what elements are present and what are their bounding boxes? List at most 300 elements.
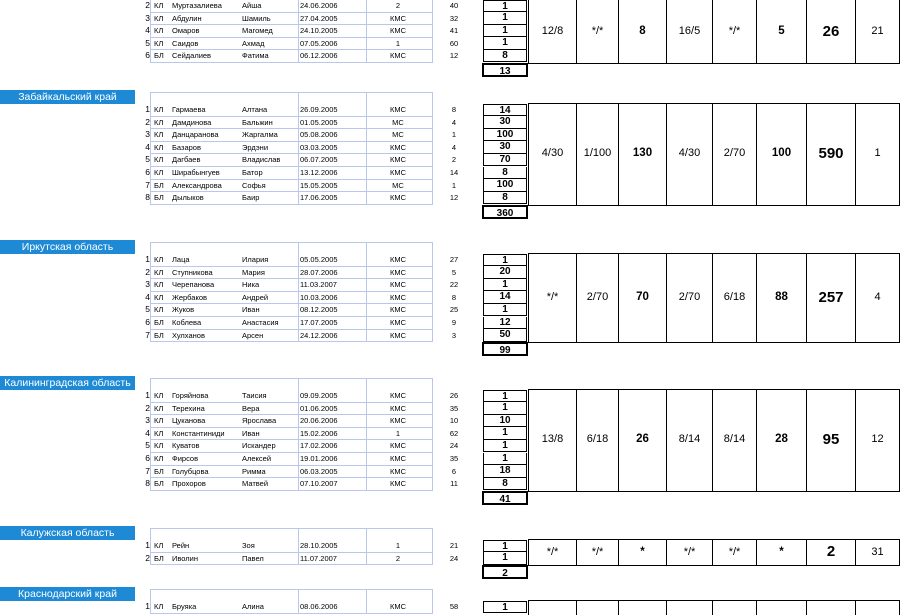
row-score: 12	[483, 317, 527, 330]
birth-date: 27.04.2005	[300, 13, 338, 23]
summary-cell: 4/30	[528, 103, 576, 205]
sport-rank: КМС	[389, 13, 407, 23]
row-divider	[150, 564, 433, 565]
surname: Рейн	[172, 541, 190, 550]
place: 11	[450, 479, 458, 489]
row-number: 3	[145, 415, 150, 426]
place: 21	[449, 541, 459, 550]
first-name: Эрдэни	[242, 142, 269, 152]
first-name: Вера	[242, 403, 260, 413]
surname: Сейдалиев	[172, 51, 212, 61]
summary-cell: 5	[756, 0, 806, 63]
place: 27	[449, 255, 459, 264]
column-guide	[298, 242, 299, 342]
row-number: 1	[145, 104, 150, 114]
row-number: 1	[145, 390, 150, 400]
birth-date: 28.07.2006	[300, 267, 338, 277]
surname: Терехина	[172, 403, 205, 413]
category: КЛ	[154, 280, 164, 290]
summary-cell: 12/8	[528, 0, 576, 63]
row-divider	[150, 62, 433, 63]
surname: Лаца	[172, 255, 190, 264]
row-score: 1	[483, 440, 527, 453]
row-score: 8	[483, 167, 527, 180]
column-guide	[150, 242, 151, 342]
summary-cell: 2/70	[666, 253, 712, 342]
section-total: 41	[482, 491, 528, 505]
place: 14	[449, 168, 459, 177]
first-name: Анастасия	[242, 318, 279, 327]
row-divider	[150, 490, 433, 491]
birth-date: 01.05.2005	[300, 117, 338, 127]
first-name: Баир	[242, 193, 260, 203]
summary-cell: 95	[806, 389, 855, 491]
surname: Саидов	[172, 38, 199, 48]
row-score: 100	[483, 129, 527, 142]
summary-cell: 31	[855, 539, 900, 565]
summary-bottom-border	[528, 63, 900, 64]
first-name: Иван	[242, 428, 260, 438]
birth-date: 15.02.2006	[300, 428, 338, 438]
summary-cell: 4	[855, 253, 900, 342]
sport-rank: 1	[395, 428, 401, 438]
summary-cell: */*	[666, 539, 712, 565]
birth-date: 09.09.2005	[300, 391, 338, 400]
category: КЛ	[154, 292, 164, 302]
place: 24	[449, 441, 459, 451]
sport-rank: КМС	[389, 466, 407, 476]
row-score: 1	[483, 254, 527, 267]
place: 22	[449, 280, 459, 290]
row-score: 20	[483, 266, 527, 279]
row-score: 1	[483, 37, 527, 50]
sport-rank: МС	[392, 180, 404, 190]
row-score: 10	[483, 415, 527, 428]
surname: Куватов	[172, 441, 200, 451]
category: БЛ	[154, 180, 164, 190]
sport-rank: КМС	[389, 255, 407, 264]
column-guide	[366, 378, 367, 491]
surname: Горяйнова	[172, 391, 209, 400]
sport-rank: КМС	[389, 105, 407, 114]
place: 1	[451, 180, 457, 190]
sport-rank: КМС	[389, 168, 407, 177]
summary-cell: 100	[756, 103, 806, 205]
row-score: 14	[483, 104, 527, 117]
column-guide	[366, 528, 367, 565]
sport-rank: 1	[395, 541, 401, 550]
category: БЛ	[154, 330, 164, 340]
column-guide	[150, 378, 151, 491]
row-number: 4	[145, 25, 150, 36]
row-number: 1	[145, 254, 150, 264]
first-name: Римма	[242, 466, 266, 476]
sport-rank: 1	[395, 38, 401, 48]
place: 26	[449, 391, 459, 400]
sport-rank: КМС	[389, 292, 407, 302]
surname: Иволин	[172, 553, 199, 563]
summary-cell: 88	[756, 253, 806, 342]
row-score: 70	[483, 154, 527, 167]
row-number: 5	[145, 154, 150, 165]
summary-cell: 8/14	[712, 389, 756, 491]
place: 40	[449, 1, 459, 10]
section-header-line	[150, 378, 433, 379]
place: 3	[451, 330, 457, 340]
surname: Хулханов	[172, 330, 205, 340]
birth-date: 28.10.2005	[300, 541, 338, 550]
row-score: 14	[483, 291, 527, 304]
birth-date: 06.12.2006	[300, 51, 338, 61]
summary-cell	[618, 600, 666, 615]
summary-cell: 8/14	[666, 389, 712, 491]
row-number: 7	[145, 329, 150, 340]
summary-cell	[806, 600, 855, 615]
row-score: 30	[483, 141, 527, 154]
summary-cell: 2	[806, 539, 855, 565]
first-name: Андрей	[242, 292, 269, 302]
column-guide	[298, 92, 299, 205]
row-number: 6	[145, 50, 150, 61]
birth-date: 11.07.2007	[300, 553, 337, 563]
birth-date: 24.06.2006	[300, 1, 338, 10]
row-number: 1	[145, 601, 150, 611]
summary-cell: */*	[712, 0, 756, 63]
summary-cell: 13/8	[528, 389, 576, 491]
place: 1	[451, 130, 457, 140]
category: БЛ	[154, 466, 164, 476]
sport-rank: КМС	[389, 267, 407, 277]
first-name: Жаргалма	[242, 130, 278, 140]
row-number: 5	[145, 37, 150, 48]
column-guide	[150, 528, 151, 565]
surname: Жуков	[172, 305, 195, 315]
category: КЛ	[154, 255, 164, 264]
place: 60	[449, 38, 459, 48]
column-guide	[366, 0, 367, 63]
sport-rank: КМС	[389, 454, 407, 463]
category: КЛ	[154, 38, 164, 48]
sport-rank: МС	[392, 130, 404, 140]
column-guide	[432, 92, 433, 205]
row-score: 8	[483, 50, 527, 63]
category: БЛ	[154, 553, 164, 563]
place: 24	[449, 553, 459, 563]
category: КЛ	[154, 441, 164, 451]
column-guide	[150, 0, 151, 63]
row-score: 100	[483, 179, 527, 192]
place: 8	[451, 292, 457, 302]
surname: Ширабынгуев	[172, 168, 220, 177]
region-name: Калужская область	[0, 526, 135, 540]
first-name: Арсен	[242, 330, 264, 340]
birth-date: 08.12.2005	[300, 305, 338, 315]
surname: Базаров	[172, 142, 201, 152]
summary-cell	[666, 600, 712, 615]
category: БЛ	[154, 479, 164, 489]
surname: Муртазалиева	[172, 1, 222, 10]
first-name: Алтана	[242, 105, 268, 114]
place: 62	[449, 428, 459, 438]
column-guide	[298, 528, 299, 565]
row-number: 3	[145, 279, 150, 290]
birth-date: 03.03.2005	[300, 142, 338, 152]
category: КЛ	[154, 26, 164, 36]
place: 5	[451, 267, 457, 277]
column-guide	[432, 242, 433, 342]
row-number: 1	[145, 540, 150, 550]
birth-date: 26.09.2005	[300, 105, 338, 114]
row-score: 1	[483, 601, 527, 614]
surname: Константиниди	[172, 428, 225, 438]
sport-rank: КМС	[389, 318, 407, 327]
category: КЛ	[154, 391, 164, 400]
region-name: Краснодарский край	[0, 587, 135, 601]
surname: Гармаева	[172, 105, 206, 114]
birth-date: 10.03.2006	[300, 292, 338, 302]
surname: Дагбаев	[172, 155, 201, 165]
first-name: Илария	[242, 255, 269, 264]
summary-cell: *	[756, 539, 806, 565]
first-name: Алексей	[242, 454, 272, 463]
summary-cell: 4/30	[666, 103, 712, 205]
column-guide	[150, 589, 151, 614]
sport-rank: КМС	[389, 416, 407, 426]
place: 2	[451, 155, 457, 165]
sport-rank: КМС	[389, 26, 407, 36]
surname: Черепанова	[172, 280, 215, 290]
sport-rank: КМС	[389, 51, 407, 61]
summary-cell	[576, 600, 618, 615]
row-score: 1	[483, 453, 527, 466]
category: КЛ	[154, 267, 164, 277]
birth-date: 06.07.2005	[300, 155, 338, 165]
sport-rank: 2	[395, 1, 401, 10]
summary-cell: 257	[806, 253, 855, 342]
row-number: 5	[145, 440, 150, 451]
place: 9	[451, 318, 457, 327]
sport-rank: КМС	[389, 305, 407, 315]
place: 10	[449, 416, 459, 426]
sport-rank: КМС	[389, 193, 407, 203]
row-number: 2	[145, 402, 150, 413]
sport-rank: КМС	[389, 602, 407, 611]
birth-date: 01.06.2005	[300, 403, 338, 413]
birth-date: 19.01.2006	[300, 454, 338, 463]
summary-cell: 6/18	[712, 253, 756, 342]
row-score: 1	[483, 390, 527, 403]
column-guide	[298, 589, 299, 614]
row-divider	[150, 341, 433, 342]
category: КЛ	[154, 602, 164, 611]
first-name: Магомед	[242, 26, 273, 36]
surname: Данцаранова	[172, 130, 219, 140]
birth-date: 11.03.2007	[300, 280, 337, 290]
surname: Абдулин	[172, 13, 202, 23]
category: БЛ	[154, 193, 164, 203]
section-total: 2	[482, 565, 528, 579]
summary-cell: 12	[855, 389, 900, 491]
first-name: Иван	[242, 305, 260, 315]
summary-cell: */*	[528, 253, 576, 342]
sport-rank: КМС	[389, 280, 407, 290]
surname: Жербаков	[172, 292, 207, 302]
summary-bottom-border	[528, 342, 900, 343]
surname: Дылыков	[172, 193, 204, 203]
section-header-line	[150, 589, 433, 590]
category: КЛ	[154, 130, 164, 140]
section-header-line	[150, 242, 433, 243]
place: 4	[451, 142, 457, 152]
place: 58	[449, 602, 459, 611]
first-name: Матвей	[242, 479, 269, 489]
column-guide	[150, 92, 151, 205]
row-number: 7	[145, 179, 150, 190]
place: 8	[451, 105, 457, 114]
row-score: 1	[483, 304, 527, 317]
birth-date: 05.08.2006	[300, 130, 338, 140]
place: 35	[449, 454, 459, 463]
category: КЛ	[154, 142, 164, 152]
row-number: 4	[145, 141, 150, 152]
category: КЛ	[154, 454, 164, 463]
row-number: 2	[145, 266, 150, 277]
summary-cell: 1	[855, 103, 900, 205]
row-score: 1	[483, 25, 527, 38]
summary-cell	[855, 600, 900, 615]
first-name: Батор	[242, 168, 263, 177]
surname: Фирсов	[172, 454, 199, 463]
category: КЛ	[154, 168, 164, 177]
summary-bottom-border	[528, 491, 900, 492]
category: КЛ	[154, 105, 164, 114]
first-name: Ахмад	[242, 38, 265, 48]
category: КЛ	[154, 155, 164, 165]
summary-cell	[528, 600, 576, 615]
summary-cell: 1/100	[576, 103, 618, 205]
column-guide	[298, 0, 299, 63]
birth-date: 15.05.2005	[300, 180, 338, 190]
surname: Коблева	[172, 318, 202, 327]
section-total: 99	[482, 342, 528, 356]
column-guide	[298, 378, 299, 491]
surname: Голубцова	[172, 466, 209, 476]
region-name: Забайкальский край	[0, 90, 135, 104]
row-score: 1	[483, 540, 527, 553]
birth-date: 17.02.2006	[300, 441, 338, 451]
birth-date: 05.05.2005	[300, 255, 338, 264]
category: КЛ	[154, 305, 164, 315]
place: 6	[451, 466, 457, 476]
summary-cell: */*	[576, 539, 618, 565]
summary-cell: 26	[618, 389, 666, 491]
row-number: 4	[145, 291, 150, 302]
first-name: Бальжин	[242, 117, 273, 127]
place: 12	[449, 51, 459, 61]
sport-rank: КМС	[389, 441, 407, 451]
row-number: 7	[145, 465, 150, 476]
birth-date: 17.07.2005	[300, 318, 338, 327]
row-number: 2	[145, 0, 150, 10]
row-score: 1	[483, 402, 527, 415]
summary-cell: 2/70	[712, 103, 756, 205]
place: 4	[451, 117, 457, 127]
summary-bottom-border	[528, 205, 900, 206]
row-number: 6	[145, 317, 150, 327]
summary-cell: 21	[855, 0, 900, 63]
summary-cell: */*	[528, 539, 576, 565]
birth-date: 24.10.2005	[300, 26, 338, 36]
row-number: 8	[145, 192, 150, 203]
column-guide	[432, 589, 433, 614]
sport-rank: МС	[392, 117, 404, 127]
birth-date: 17.06.2005	[300, 193, 338, 203]
column-guide	[432, 528, 433, 565]
section-total: 360	[482, 205, 528, 219]
first-name: Фатима	[242, 51, 269, 61]
row-number: 6	[145, 167, 150, 177]
row-score: 1	[483, 279, 527, 292]
sport-rank: КМС	[389, 391, 407, 400]
column-guide	[432, 0, 433, 63]
column-guide	[366, 92, 367, 205]
surname: Ступникова	[172, 267, 213, 277]
sport-rank: КМС	[389, 142, 407, 152]
birth-date: 20.06.2006	[300, 416, 338, 426]
summary-cell: 590	[806, 103, 855, 205]
category: КЛ	[154, 13, 164, 23]
surname: Александрова	[172, 180, 222, 190]
row-number: 8	[145, 478, 150, 489]
column-guide	[366, 589, 367, 614]
row-score: 1	[483, 552, 527, 565]
row-divider	[150, 204, 433, 205]
first-name: Софья	[242, 180, 266, 190]
first-name: Зоя	[242, 541, 255, 550]
birth-date: 08.06.2006	[300, 602, 338, 611]
first-name: Павел	[242, 553, 264, 563]
place: 32	[449, 13, 459, 23]
row-score: 1	[483, 427, 527, 440]
birth-date: 24.12.2006	[300, 330, 338, 340]
category: БЛ	[154, 51, 164, 61]
sport-rank: КМС	[389, 330, 407, 340]
row-divider	[150, 613, 433, 614]
birth-date: 06.03.2005	[300, 466, 338, 476]
category: КЛ	[154, 541, 164, 550]
column-guide	[366, 242, 367, 342]
birth-date: 13.12.2006	[300, 168, 338, 177]
row-number: 4	[145, 427, 150, 438]
summary-cell	[712, 600, 756, 615]
row-number: 3	[145, 129, 150, 140]
row-score: 8	[483, 192, 527, 205]
category: БЛ	[154, 318, 164, 327]
category: КЛ	[154, 428, 164, 438]
summary-cell: */*	[712, 539, 756, 565]
place: 35	[449, 403, 459, 413]
row-number: 2	[145, 552, 150, 563]
place: 25	[449, 305, 459, 315]
first-name: Айша	[242, 1, 262, 10]
row-score: 8	[483, 478, 527, 491]
first-name: Шамиль	[242, 13, 271, 23]
birth-date: 07.05.2006	[300, 38, 338, 48]
section-header-line	[150, 528, 433, 529]
category: КЛ	[154, 117, 164, 127]
surname: Дамдинова	[172, 117, 212, 127]
summary-cell: 6/18	[576, 389, 618, 491]
